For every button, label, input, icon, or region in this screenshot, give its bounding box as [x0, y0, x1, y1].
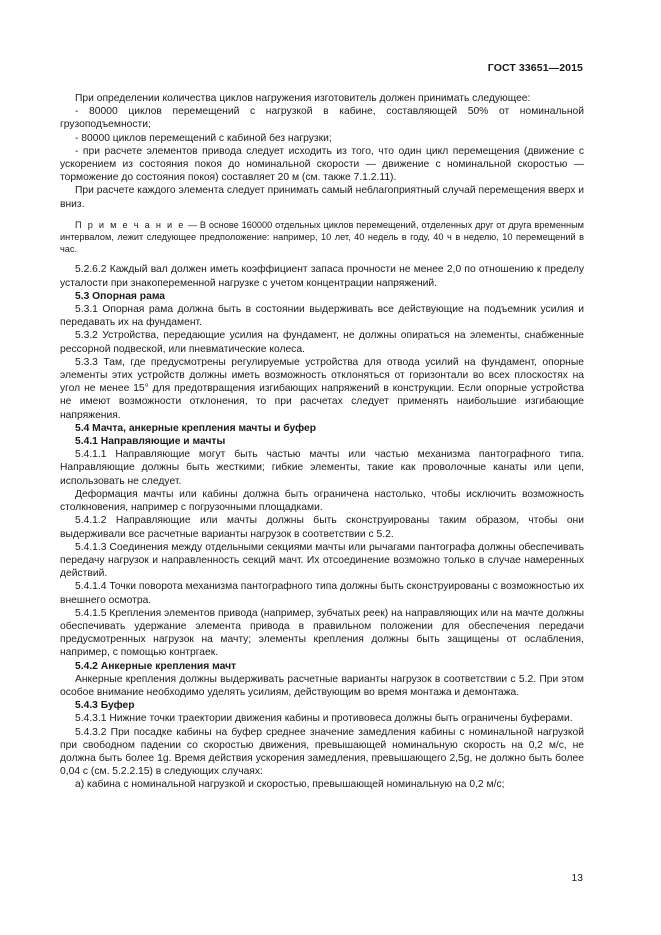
paragraph: 5.4.1.5 Крепления элементов привода (например, зубчатых реек) на направляющих или на мачте должны обеспечивать удержание элемента привода в правильном положении для обеспечения передачи предусмотренных нагрузок на мачту; элементы крепления должны быть защищены от ослабления, например, с помощью контргаек. — [60, 607, 584, 659]
paragraph: Анкерные крепления должны выдерживать расчетные варианты нагрузок в соответствии с 5.2. При этом особое внимание необходимо уделять усилиям, действующим во время монтажа и демонтажа. — [60, 673, 584, 698]
list-item: - 80000 циклов перемещений с нагрузкой в кабине, составляющей 50% от номинальной грузоподъемности; — [60, 106, 584, 131]
paragraph: При определении количества циклов нагружения изготовитель должен принимать следующее: — [75, 93, 531, 104]
paragraph: 5.4.3.1 Нижние точки траектории движения кабины и противовеса должны быть ограничены буферами. — [75, 713, 573, 725]
paragraph: 5.3.2 Устройства, передающие усилия на фундамент, не должны опираться на элементы, снабженные рессорной подвеской, или пневматические колеса. — [60, 330, 584, 355]
paragraph: 5.4.1.3 Соединения между отдельными секциями мачты или рычагами пантографа должны обеспечивать передачу нагрузок и направленность секций мачт. Их отсоединение возможно только в случае намеренных действий. — [60, 541, 584, 580]
subsection-heading: 5.4.1 Направляющие и мачты — [75, 436, 226, 448]
subsection-heading: 5.4.2 Анкерные крепления мачт — [75, 660, 237, 672]
subsection-heading: 5.4.3 Буфер — [75, 700, 135, 712]
paragraph: 5.2.6.2 Каждый вал должен иметь коэффициент запаса прочности не менее 2,0 по отношению к пределу усталости при знакопеременной нагрузке с учетом концентрации напряжений. — [60, 264, 584, 289]
paragraph: 5.4.3.2 При посадке кабины на буфер среднее значение замедления кабины с номинальной нагрузкой при свободном падении со скоростью движения, превышающей номинальную скорость на 0,2 м/с, не должна быть более 1g. Время действия ускорения замедления, превышающего 2,5g, не должно быть более 0,04 с (см. 5.2.2.15) в следующих случаях: — [60, 726, 584, 778]
paragraph: 5.4.1.1 Направляющие могут быть частью мачты или частью механизма пантографного типа. Направляющие должны быть жесткими; гибкие элементы, такие как проволочные канаты или цепи, использовать не следует. — [60, 449, 584, 487]
paragraph: 5.3.1 Опорная рама должна быть в состоянии выдерживать все действующие на подъемник усилия и передавать их на фундамент. — [60, 304, 584, 329]
paragraph: 5.4.1.2 Направляющие или мачты должны быть сконструированы таким образом, чтобы они выдерживали все расчетные варианты нагрузок в соответствии с 5.2. — [60, 515, 584, 540]
paragraph: 5.3.3 Там, где предусмотрены регулируемые устройства для отвода усилий на фундамент, опорные элементы этих устройств должны иметь возможность отклоняться от горизонтали во всех плоскостях на угол не менее 15° для предотвращения изгибающих напряжений в конструкции. Если опорные устройства не имеют возможности отклонения, то при расчетах следует применять наибольшие изгибающие напряжения. — [60, 356, 584, 421]
document-body — [60, 92, 584, 792]
paragraph: При расчете каждого элемента следует принимать самый неблагоприятный случай перемещения вверх и вниз. — [60, 185, 584, 210]
section-heading: 5.3 Опорная рама — [75, 290, 166, 302]
note — [60, 219, 584, 256]
list-item: - 80000 циклов перемещений с кабиной без нагрузки; — [75, 132, 332, 144]
page-number: 13 — [571, 873, 583, 884]
paragraph: 5.4.1.4 Точки поворота механизма пантографного типа должны быть сконструированы с возможностью их внешнего осмотра. — [60, 581, 584, 606]
section-heading: 5.4 Мачта, анкерные крепления мачты и буфер — [75, 422, 316, 434]
list-item: а) кабина с номинальной нагрузкой и скоростью, превышающей номинальную на 0,2 м/с; — [75, 779, 505, 791]
list-item: - при расчете элементов привода следует исходить из того, что один цикл перемещения (движение с ускорением из состояния покоя до номинальной скорости — движение с номинальной скоростью — торможение до состояния покоя) составляет 20 м (см. также 7.1.2.11). — [60, 145, 584, 184]
document-header: ГОСТ 33651—2015 — [487, 62, 583, 74]
note-text: — В основе 160000 отдельных циклов перемещений, отделенных друг от друга временным интервалом, лежит следующее предположение: например, 10 лет, 40 недель в году, 40 ч в неделю, 10 перемещений в час. — [60, 219, 584, 255]
note-label: П р и м е ч а н и е — [75, 219, 185, 230]
paragraph: Деформация мачты или кабины должна быть ограничена настолько, чтобы исключить возможность столкновения, например с погрузочными площадками. — [60, 488, 584, 514]
